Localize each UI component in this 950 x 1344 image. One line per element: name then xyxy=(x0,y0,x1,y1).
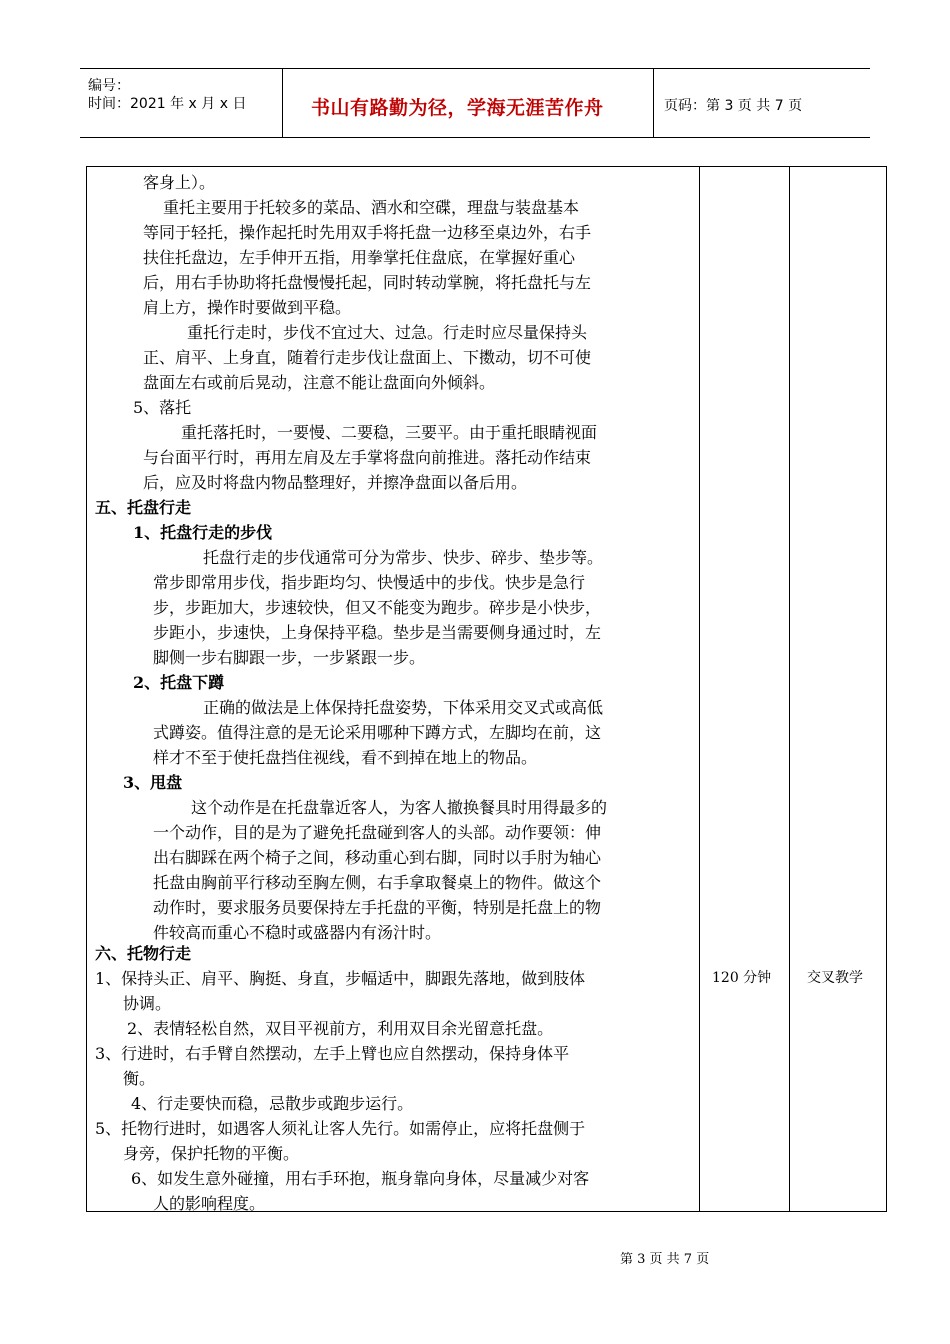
subsection-heading: 1、托盘行走的步伐 xyxy=(133,523,273,542)
content-line: 肩上方，操作时要做到平稳。 xyxy=(143,298,352,317)
column-divider xyxy=(789,167,790,1211)
content-line: 一个动作，目的是为了避免托盘碰到客人的头部。动作要领：伸 xyxy=(153,823,602,842)
content-line: 盘面左右或前后晃动，注意不能让盘面向外倾斜。 xyxy=(143,373,496,392)
content-line: 后，应及时将盘内物品整理好，并擦净盘面以备后用。 xyxy=(143,473,528,492)
header-motto-cell xyxy=(283,69,654,137)
content-line: 6、如发生意外碰撞，用右手环抱，瓶身靠向身体，尽量减少对客 xyxy=(131,1169,590,1188)
content-line: 式蹲姿。值得注意的是无论采用哪种下蹲方式，左脚均在前，这 xyxy=(153,723,602,742)
content-line: 5、落托 xyxy=(133,398,192,417)
motto-text: 书山有路勤为径，学海无涯苦作舟 xyxy=(311,97,604,119)
content-line: 5、托物行进时，如遇客人须礼让客人先行。如需停止，应将托盘侧于 xyxy=(95,1119,586,1138)
content-line: 托盘由胸前平行移动至胸左侧，右手拿取餐桌上的物件。做这个 xyxy=(153,873,602,892)
content-line: 4、行走要快而稳，忌散步或跑步运行。 xyxy=(131,1094,414,1113)
content-line: 衡。 xyxy=(123,1069,156,1088)
subsection-heading: 3、甩盘 xyxy=(123,773,183,792)
content-line: 客身上）。 xyxy=(143,173,216,192)
content-line: 脚侧一步右脚跟一步，一步紧跟一步。 xyxy=(153,648,426,667)
document-number-label: 编号： xyxy=(88,78,130,94)
content-line: 动作时，要求服务员要保持左手托盘的平衡，特别是托盘上的物 xyxy=(153,898,602,917)
content-line: 1、保持头正、肩平、胸挺、身直，步幅适中，脚跟先落地，做到肢体 xyxy=(95,969,586,988)
content-line: 重托主要用于托较多的菜品、酒水和空碟，理盘与装盘基本 xyxy=(163,198,580,217)
content-line: 常步即常用步伐，指步距均匀、快慢适中的步伐。快步是急行 xyxy=(153,573,586,592)
content-line: 正确的做法是上体保持托盘姿势，下体采用交叉式或高低 xyxy=(203,698,604,717)
content-line: 样才不至于使托盘挡住视线，看不到掉在地上的物品。 xyxy=(153,748,538,767)
page-info: 页码：第 3 页 共 7 页 xyxy=(664,98,803,114)
content-line: 件较高而重心不稳时或盛器内有汤汁时。 xyxy=(153,923,442,942)
content-line: 出右脚踩在两个椅子之间，移动重心到右脚，同时以手肘为轴心 xyxy=(153,848,602,867)
content-line: 重托落托时，一要慢、二要稳，三要平。由于重托眼睛视面 xyxy=(181,423,598,442)
document-date-label: 时间：2021 年 x 月 x 日 xyxy=(88,96,247,112)
content-line: 协调。 xyxy=(123,994,172,1013)
content-line: 人的影响程度。 xyxy=(153,1194,266,1213)
header-meta-cell xyxy=(80,69,283,137)
content-line: 步距小，步速快，上身保持平稳。垫步是当需要侧身通过时，左 xyxy=(153,623,602,642)
lesson-table xyxy=(86,166,887,1212)
subsection-heading: 2、托盘下蹲 xyxy=(133,673,225,692)
content-line: 与台面平行时，再用左肩及左手掌将盘向前推进。落托动作结束 xyxy=(143,448,592,467)
content-line: 重托行走时，步伐不宜过大、过急。行走时应尽量保持头 xyxy=(187,323,588,342)
header-page-cell xyxy=(654,69,870,137)
content-line: 2、表情轻松自然，双目平视前方，利用双目余光留意托盘。 xyxy=(127,1019,554,1038)
footer-page-number: 第 3 页 共 7 页 xyxy=(620,1252,710,1267)
content-line: 扶住托盘边，左手伸开五指，用拳掌托住盘底，在掌握好重心 xyxy=(143,248,576,267)
duration-cell: 120 分钟 xyxy=(712,970,772,986)
lesson-content-cell xyxy=(87,167,699,1213)
content-line: 身旁，保护托物的平衡。 xyxy=(123,1144,300,1163)
content-line: 正、肩平、上身直，随着行走步伐让盘面上、下擞动，切不可使 xyxy=(143,348,592,367)
page-header xyxy=(80,68,870,138)
column-divider xyxy=(699,167,700,1211)
teaching-method-cell: 交叉教学 xyxy=(807,970,863,986)
content-line: 托盘行走的步伐通常可分为常步、快步、碎步、垫步等。 xyxy=(203,548,604,567)
content-line: 这个动作是在托盘靠近客人，为客人撤换餐具时用得最多的 xyxy=(191,798,608,817)
section-heading: 五、托盘行走 xyxy=(95,498,192,517)
content-line: 步，步距加大，步速较快，但又不能变为跑步。碎步是小快步， xyxy=(153,598,602,617)
content-line: 3、行进时，右手臂自然摆动，左手上臂也应自然摆动，保持身体平 xyxy=(95,1044,570,1063)
content-line: 等同于轻托，操作起托时先用双手将托盘一边移至桌边外，右手 xyxy=(143,223,592,242)
section-heading: 六、托物行走 xyxy=(95,944,192,963)
content-line: 后，用右手协助将托盘慢慢托起，同时转动掌腕，将托盘托与左 xyxy=(143,273,592,292)
